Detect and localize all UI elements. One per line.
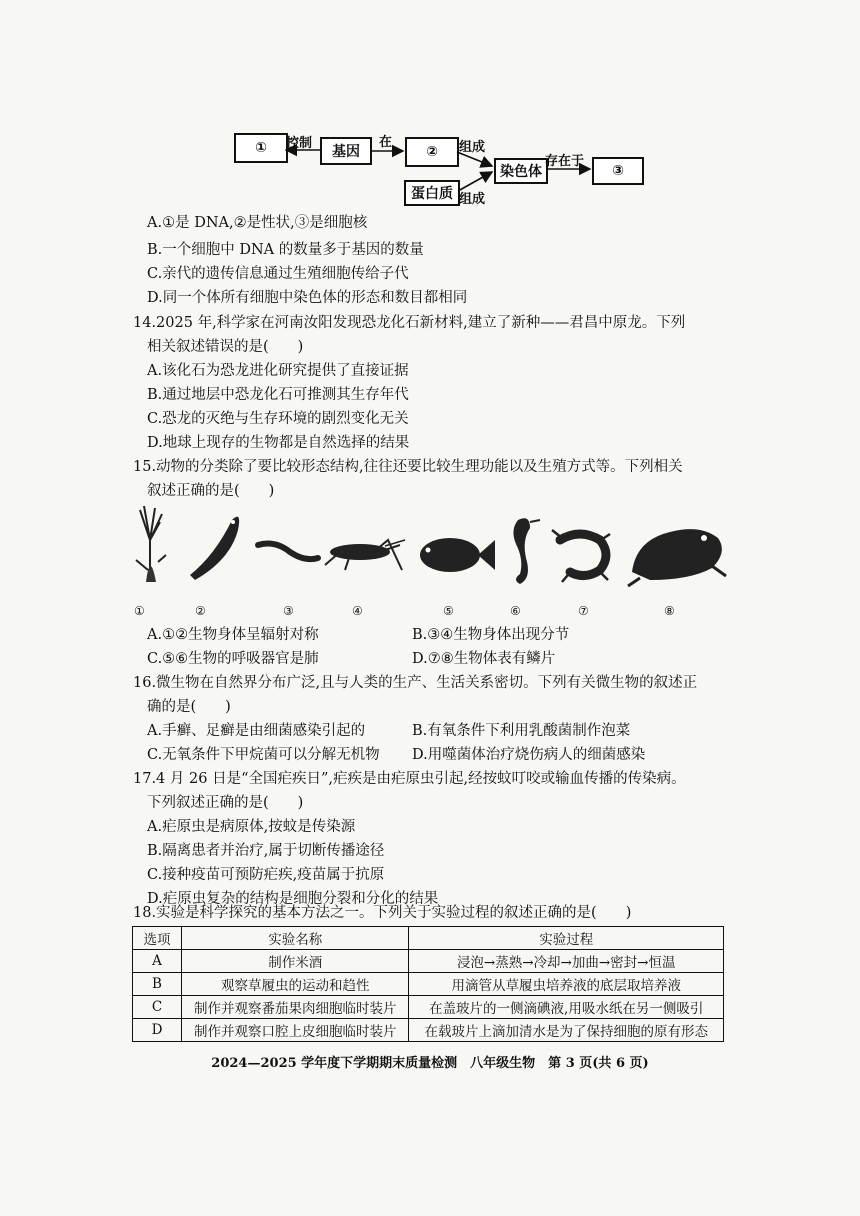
table-cell: 浸泡→蒸熟→冷却→加曲→密封→恒温 [409, 950, 724, 973]
hydra-icon [136, 506, 166, 582]
experiment-table [132, 926, 724, 1042]
table-row [133, 950, 724, 973]
q15-stem: 15.动物的分类除了要比较形态结构,往往还要比较生理功能以及生殖方式等。下列相关 [133, 459, 683, 475]
diagram-label-exist: 存在于 [545, 154, 585, 169]
q14-option-a: A.该化石为恐龙进化研究提供了直接证据 [147, 363, 409, 379]
q17-option-a: A.疟原虫是病原体,按蚊是传染源 [147, 819, 356, 835]
q15-option-d: D.⑦⑧生物体表有鳞片 [412, 651, 556, 667]
q16-option-b: B.有氧条件下利用乳酸菌制作泡菜 [412, 723, 631, 739]
q16-stem: 16.微生物在自然界分布广泛,且与人类的生产、生活关系密切。下列有关微生物的叙述正 [133, 675, 698, 691]
salamander-icon [552, 530, 610, 582]
diagram-box-3: ③ [592, 157, 644, 185]
grasshopper-icon [325, 540, 405, 570]
q17-stem: 17.4 月 26 日是“全国疟疾日”,疟疾是由疟原虫引起,经按蚊叮咬或输血传播的传染病。 [133, 771, 686, 787]
animal-label-5: ⑤ [443, 604, 454, 618]
animal-label-2: ② [195, 604, 206, 618]
arrow-compose-dna [457, 152, 492, 166]
q13-option-b: B.一个细胞中 DNA 的数量多于基因的数量 [147, 242, 424, 258]
diagram-box-1: ① [234, 133, 288, 163]
table-cell: 制作米酒 [182, 950, 409, 973]
animal-label-8: ⑧ [664, 604, 675, 618]
q15-option-b: B.③④生物身体出现分节 [412, 627, 570, 643]
diagram-box-2: ② [405, 137, 459, 167]
diagram-label-compose-1: 组成 [459, 140, 486, 155]
table-header-row [133, 927, 724, 950]
q17-option-b: B.隔离患者并治疗,属于切断传播途径 [147, 843, 385, 859]
planaria-icon [190, 517, 239, 580]
animal-illustrations [0, 500, 860, 610]
q17-option-d: D.疟原虫复杂的结构是细胞分裂和分化的结果 [147, 891, 439, 907]
q16-option-c: C.无氧条件下甲烷菌可以分解无机物 [147, 747, 380, 763]
q16-option-d: D.用噬菌体治疗烧伤病人的细菌感染 [412, 747, 646, 763]
page-footer: 2024—2025 学年度下学期期末质量检测 八年级生物 第 3 页(共 6 页) [211, 1056, 649, 1071]
q13-option-d: D.同一个体所有细胞中染色体的形态和数目都相同 [147, 290, 468, 306]
fish-icon [420, 538, 495, 572]
q17-option-c: C.接种疫苗可预防疟疾,疫苗属于抗原 [147, 867, 385, 883]
q15-option-a: A.①②生物身体呈辐射对称 [147, 627, 319, 643]
q13-option-c: C.亲代的遗传信息通过生殖细胞传给子代 [147, 266, 409, 282]
diagram-box-chromosome: 染色体 [494, 158, 548, 184]
q14-stem: 14.2025 年,科学家在河南汝阳发现恐龙化石新材料,建立了新种——君昌中原龙。下列 [133, 315, 686, 331]
table-cell: 制作并观察番茄果肉细胞临时装片 [182, 996, 409, 1019]
q16-stem-cont: 确的是( ) [147, 699, 231, 715]
table-cell: D [133, 1019, 182, 1042]
table-cell: A [133, 950, 182, 973]
diagram-label-control: 控制 [286, 136, 313, 151]
q17-stem-cont: 下列叙述正确的是( ) [147, 795, 304, 811]
q14-option-d: D.地球上现存的生物都是自然选择的结果 [147, 435, 410, 451]
table-header-option: 选项 [133, 927, 182, 950]
table-header-name: 实验名称 [182, 927, 409, 950]
table-cell: C [133, 996, 182, 1019]
diagram-label-compose-2: 组成 [459, 192, 486, 207]
diagram-label-in: 在 [379, 135, 393, 150]
q15-stem-cont: 叙述正确的是( ) [147, 483, 275, 499]
q18-stem: 18.实验是科学探究的基本方法之一。下列关于实验过程的叙述正确的是( ) [133, 905, 632, 921]
diagram-box-protein: 蛋白质 [404, 180, 460, 206]
animal-label-7: ⑦ [578, 604, 589, 618]
animal-label-4: ④ [352, 604, 363, 618]
diagram-box-gene: 基因 [320, 137, 372, 165]
animal-label-6: ⑥ [510, 604, 521, 618]
q14-option-c: C.恐龙的灭绝与生存环境的剧烈变化无关 [147, 411, 409, 427]
table-header-process: 实验过程 [409, 927, 724, 950]
animal-label-3: ③ [283, 604, 294, 618]
table-cell: 在盖玻片的一侧滴碘液,用吸水纸在另一侧吸引 [409, 996, 724, 1019]
arrow-compose-protein [458, 172, 492, 191]
table-cell: 在载玻片上滴加清水是为了保持细胞的原有形态 [409, 1019, 724, 1042]
table-cell: 观察草履虫的运动和趋性 [182, 973, 409, 996]
q15-option-c: C.⑤⑥生物的呼吸器官是肺 [147, 651, 319, 667]
table-row [133, 996, 724, 1019]
animal-label-1: ① [134, 604, 145, 618]
q13-option-a: A.①是 DNA,②是性状,③是细胞核 [147, 215, 368, 231]
diagram-arrows [0, 0, 860, 220]
frog-icon [628, 529, 726, 586]
table-cell: B [133, 973, 182, 996]
table-row [133, 1019, 724, 1042]
table-row [133, 973, 724, 996]
earthworm-icon [258, 544, 318, 560]
q16-option-a: A.手癣、足癣是由细菌感染引起的 [147, 723, 366, 739]
q14-stem-cont: 相关叙述错误的是( ) [147, 339, 304, 355]
seahorse-icon [513, 518, 540, 584]
q14-option-b: B.通过地层中恐龙化石可推测其生存年代 [147, 387, 409, 403]
table-cell: 制作并观察口腔上皮细胞临时装片 [182, 1019, 409, 1042]
table-cell: 用滴管从草履虫培养液的底层取培养液 [409, 973, 724, 996]
